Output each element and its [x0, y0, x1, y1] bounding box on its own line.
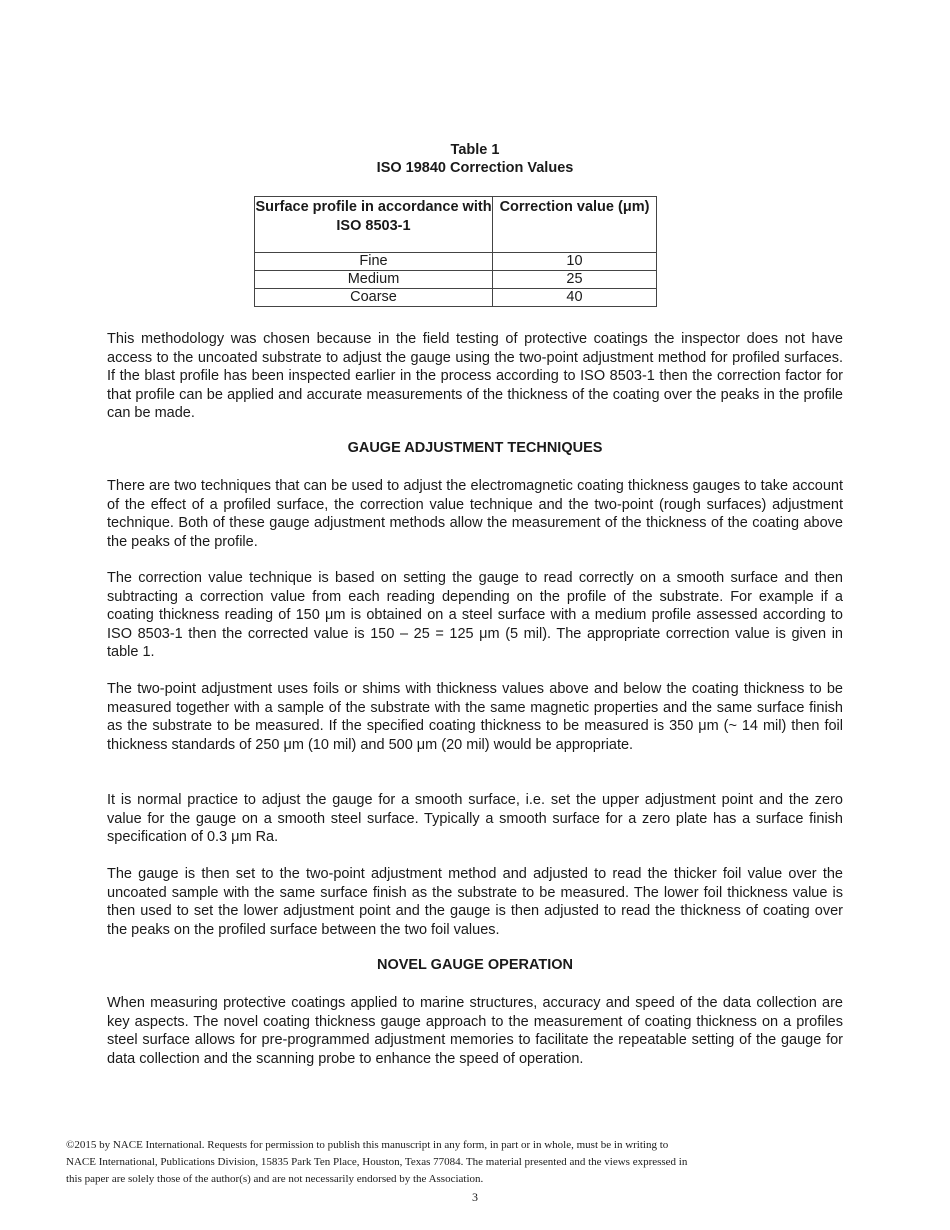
page-number: 3: [472, 1190, 478, 1204]
intro-paragraph: This methodology was chosen because in the field testing of protective coatings the inspector does not have access to the uncoated substrate to adjust the gauge using the two-point adjustment method for profiled surfaces. If the blast profile has been inspected earlier in the process according to ISO 8503-1 then the correction factor for that profile can be applied and accurate measurements of the thickness of the coating over the peaks in the profile can be made.: [107, 331, 843, 421]
section-heading-novel-gauge: NOVEL GAUGE OPERATION: [376, 957, 574, 973]
body-paragraph: It is normal practice to adjust the gauge for a smooth surface, i.e. set the upper adjustment point and the zero value for the gauge on a smooth steel surface. Typically a smooth surface for a zero plate has a surface finish specification of 0.3 μm Ra.: [107, 792, 843, 845]
table-cell: 25: [493, 271, 657, 289]
copyright-line: this paper are solely those of the author(s) and are not necessarily endorsed by the Association.: [66, 1173, 484, 1185]
body-paragraph: The correction value technique is based on setting the gauge to read correctly on a smooth surface and then subtracting a correction value from each reading depending on the profile of the substrate. For example if a coating thickness reading of 150 μm is obtained on a steel surface with a medium profile assessed according to ISO 8503-1 then the corrected value is 150 – 25 = 125 μm (5 mil). The appropriate correction value is given in table 1.: [107, 570, 843, 660]
body-paragraph: The gauge is then set to the two-point adjustment method and adjusted to read the thicker foil value over the uncoated sample with the same surface finish as the substrate to be measured. The lower foil thickness value is then used to set the lower adjustment point and the gauge is then adjusted to read the thickness of coating over the peaks on the profiled surface between the two foil values.: [107, 866, 843, 938]
table-row: [255, 289, 657, 307]
table-row: [255, 271, 657, 289]
copyright-line: NACE International, Publications Division, 15835 Park Ten Place, Houston, Texas 77084. The material presented and the views expressed in: [66, 1156, 688, 1168]
correction-values-table: [254, 196, 657, 307]
table-cell: 40: [493, 289, 657, 307]
table-label: Table 1: [450, 142, 500, 158]
column-header-correction-value: Correction value (μm): [493, 197, 657, 253]
copyright-footer: [66, 1137, 806, 1188]
table-row: [255, 253, 657, 271]
section-heading-gauge-adjustment: GAUGE ADJUSTMENT TECHNIQUES: [347, 440, 603, 456]
table-title: ISO 19840 Correction Values: [376, 160, 574, 176]
column-header-surface-profile: Surface profile in accordance with ISO 8503-1: [255, 197, 493, 253]
table-cell: Coarse: [255, 289, 493, 307]
table-cell: Fine: [255, 253, 493, 271]
body-paragraph: When measuring protective coatings applied to marine structures, accuracy and speed of the data collection are key aspects. The novel coating thickness gauge approach to the measurement of coating thickness on a profiles steel surface allows for pre-programmed adjustment memories to facilitate the repeatable setting of the gauge for data collection and the scanning probe to enhance the speed of operation.: [107, 995, 843, 1067]
table-cell: Medium: [255, 271, 493, 289]
copyright-line: ©2015 by NACE International. Requests for permission to publish this manuscript in any form, in part or in whole, must be in writing to: [66, 1139, 669, 1151]
table-caption: [0, 141, 950, 177]
body-paragraph: The two-point adjustment uses foils or shims with thickness values above and below the coating thickness to be measured together with a sample of the substrate with the same magnetic properties and the same surface finish as the substrate to be measured. If the specified coating thickness to be measured is 350 μm (~ 14 mil) then foil thickness standards of 250 μm (10 mil) and 500 μm (20 mil) would be appropriate.: [107, 681, 843, 753]
table-cell: 10: [493, 253, 657, 271]
body-paragraph: There are two techniques that can be used to adjust the electromagnetic coating thickness gauges to take account of the effect of a profiled surface, the correction value technique and the two-point (rough surfaces) adjustment technique. Both of these gauge adjustment methods allow the measurement of the thickness of the coating above the peaks of the profile.: [107, 478, 843, 550]
table-header-row: [255, 197, 657, 253]
